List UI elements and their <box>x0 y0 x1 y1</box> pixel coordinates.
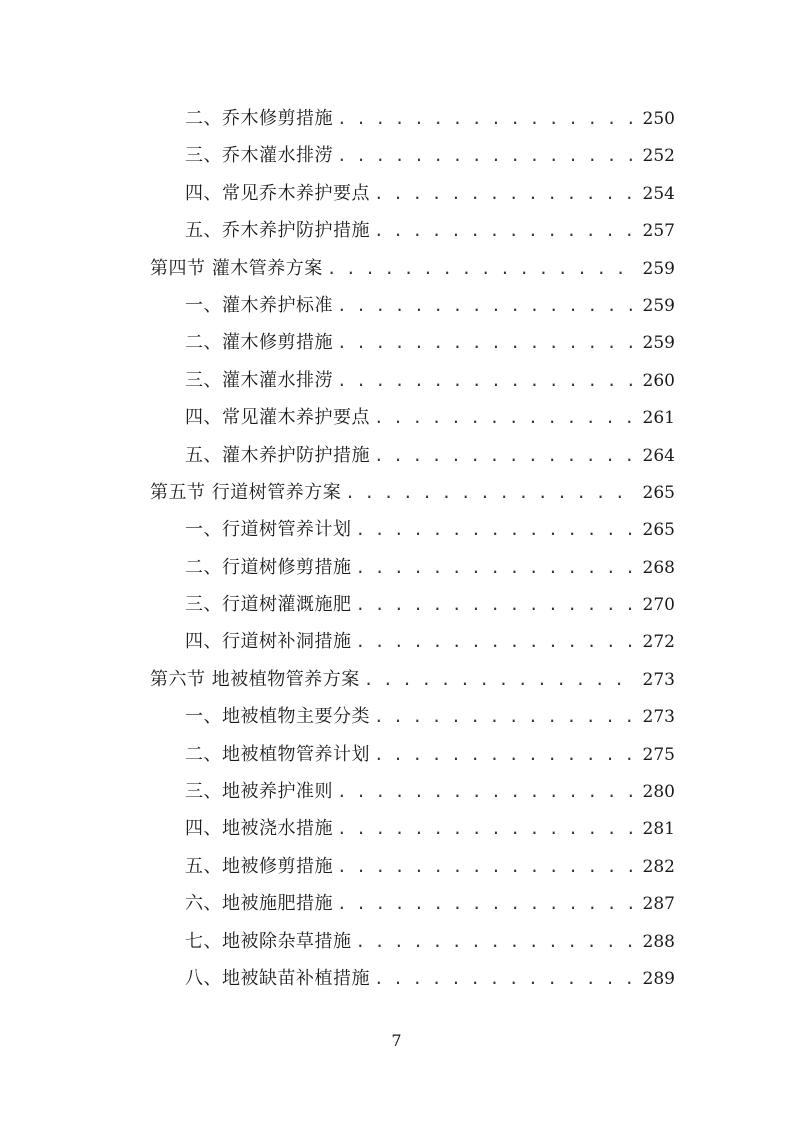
toc-entry-label: 三、乔木灌水排涝 <box>185 145 333 167</box>
toc-subsection-entry[interactable] <box>150 623 675 660</box>
toc-dot-leader <box>356 586 637 623</box>
table-of-contents <box>150 100 675 997</box>
toc-entry-label: 三、地被养护准则 <box>185 781 333 803</box>
toc-entry-page-number: 250 <box>642 109 675 129</box>
toc-entry-label: 一、灌木养护标准 <box>185 294 333 316</box>
toc-entry-page-number: 270 <box>642 595 675 616</box>
toc-dot-leader <box>374 399 637 436</box>
toc-subsection-entry[interactable] <box>150 960 675 997</box>
toc-dot-leader <box>337 137 637 174</box>
toc-entry-label: 三、灌木灌水排涝 <box>185 369 333 391</box>
toc-entry-page-number: 259 <box>642 333 675 354</box>
toc-dot-leader <box>356 549 637 586</box>
toc-dot-leader <box>356 623 637 660</box>
toc-entry-page-number: 265 <box>642 520 675 541</box>
toc-entry-label: 五、乔木养护防护措施 <box>185 220 370 242</box>
toc-entry-label: 五、灌木养护防护措施 <box>185 444 370 466</box>
toc-dot-leader <box>337 324 637 361</box>
toc-subsection-entry[interactable] <box>150 437 675 474</box>
toc-subsection-entry[interactable] <box>150 810 675 847</box>
toc-entry-page-number: 273 <box>642 669 675 690</box>
toc-subsection-entry[interactable] <box>150 511 675 548</box>
toc-subsection-entry[interactable] <box>150 137 675 174</box>
toc-entry-label: 五、地被修剪措施 <box>185 855 333 877</box>
toc-subsection-entry[interactable] <box>150 287 675 324</box>
toc-entry-page-number: 259 <box>642 295 675 316</box>
toc-entry-label: 八、地被缺苗补植措施 <box>185 967 370 989</box>
toc-entry-label: 四、常见乔木养护要点 <box>185 182 370 204</box>
toc-entry-label: 三、行道树灌溉施肥 <box>185 594 352 616</box>
toc-subsection-entry[interactable] <box>150 848 675 885</box>
toc-entry-label: 六、地被施肥措施 <box>185 893 333 915</box>
toc-entry-label: 第六节 地被植物管养方案 <box>150 668 360 690</box>
toc-dot-leader <box>374 437 637 474</box>
toc-dot-leader <box>337 362 637 399</box>
toc-section-entry[interactable] <box>150 661 675 698</box>
toc-entry-label: 第四节 灌木管养方案 <box>150 257 323 279</box>
toc-entry-label: 第五节 行道树管养方案 <box>150 481 342 503</box>
page-number: 7 <box>391 1031 402 1050</box>
toc-entry-label: 一、行道树管养计划 <box>185 519 352 541</box>
toc-entry-page-number: 265 <box>642 482 675 503</box>
toc-entry-page-number: 288 <box>642 931 675 952</box>
toc-dot-leader <box>374 736 637 773</box>
toc-dot-leader <box>374 960 637 997</box>
toc-entry-page-number: 257 <box>642 221 675 242</box>
toc-entry-page-number: 254 <box>642 183 675 204</box>
toc-dot-leader <box>337 100 637 137</box>
toc-entry-page-number: 281 <box>642 819 675 840</box>
toc-section-entry[interactable] <box>150 250 675 287</box>
toc-entry-label: 二、行道树修剪措施 <box>185 556 352 578</box>
toc-dot-leader <box>356 923 637 960</box>
toc-dot-leader <box>356 511 637 548</box>
toc-entry-page-number: 264 <box>642 445 675 466</box>
toc-subsection-entry[interactable] <box>150 100 675 137</box>
toc-dot-leader <box>374 698 637 735</box>
toc-subsection-entry[interactable] <box>150 399 675 436</box>
toc-entry-label: 四、地被浇水措施 <box>185 818 333 840</box>
toc-dot-leader <box>327 250 637 287</box>
toc-entry-page-number: 259 <box>642 258 675 279</box>
toc-section-entry[interactable] <box>150 474 675 511</box>
toc-entry-label: 二、灌木修剪措施 <box>185 332 333 354</box>
toc-dot-leader <box>374 175 637 212</box>
toc-subsection-entry[interactable] <box>150 736 675 773</box>
toc-dot-leader <box>364 661 637 698</box>
toc-entry-label: 七、地被除杂草措施 <box>185 930 352 952</box>
toc-dot-leader <box>337 885 637 922</box>
toc-subsection-entry[interactable] <box>150 362 675 399</box>
toc-entry-label: 四、行道树补洞措施 <box>185 631 352 653</box>
toc-entry-page-number: 275 <box>642 744 675 765</box>
toc-entry-label: 一、地被植物主要分类 <box>185 706 370 728</box>
toc-entry-label: 二、地被植物管养计划 <box>185 743 370 765</box>
toc-subsection-entry[interactable] <box>150 885 675 922</box>
toc-subsection-entry[interactable] <box>150 212 675 249</box>
toc-subsection-entry[interactable] <box>150 586 675 623</box>
toc-entry-page-number: 289 <box>642 968 675 989</box>
toc-entry-label: 四、常见灌木养护要点 <box>185 407 370 429</box>
toc-subsection-entry[interactable] <box>150 324 675 361</box>
toc-dot-leader <box>345 474 636 511</box>
toc-dot-leader <box>337 810 637 847</box>
toc-subsection-entry[interactable] <box>150 923 675 960</box>
toc-subsection-entry[interactable] <box>150 773 675 810</box>
toc-dot-leader <box>374 212 637 249</box>
toc-subsection-entry[interactable] <box>150 549 675 586</box>
toc-dot-leader <box>337 773 637 810</box>
toc-entry-page-number: 273 <box>642 707 675 728</box>
toc-entry-page-number: 282 <box>642 856 675 877</box>
toc-entry-page-number: 261 <box>642 408 675 429</box>
toc-subsection-entry[interactable] <box>150 175 675 212</box>
toc-entry-page-number: 252 <box>642 146 675 167</box>
toc-entry-page-number: 268 <box>642 557 675 578</box>
toc-entry-page-number: 260 <box>642 370 675 391</box>
toc-dot-leader <box>337 287 637 324</box>
toc-entry-page-number: 280 <box>642 782 675 803</box>
toc-entry-page-number: 287 <box>642 894 675 915</box>
toc-entry-page-number: 272 <box>642 632 675 653</box>
toc-entry-label: 二、乔木修剪措施 <box>185 108 333 129</box>
toc-dot-leader <box>337 848 637 885</box>
toc-subsection-entry[interactable] <box>150 698 675 735</box>
